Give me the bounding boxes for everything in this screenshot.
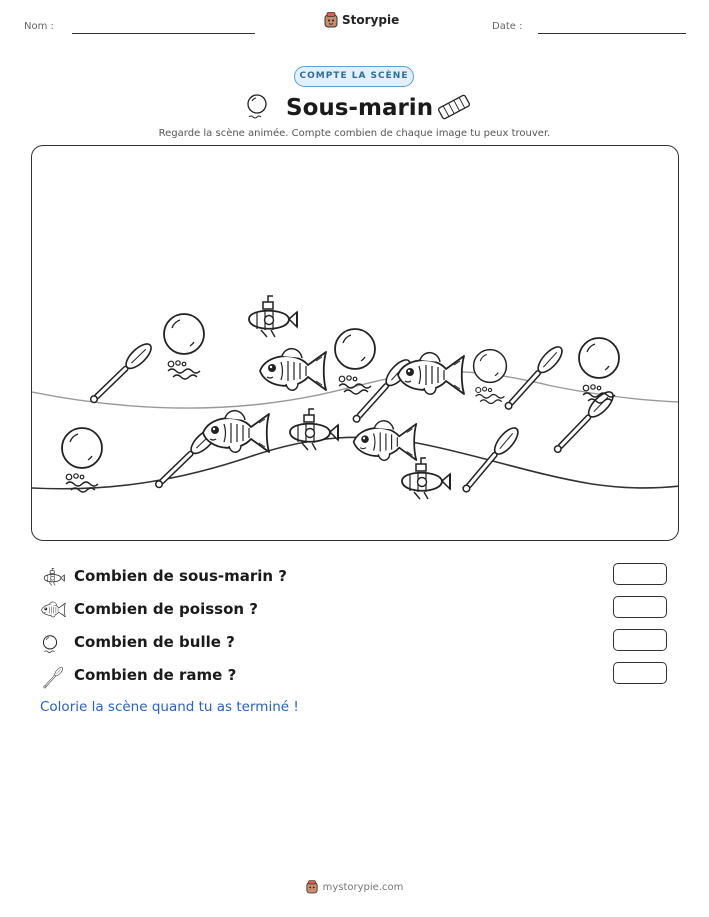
question-label: Combien de rame ? — [74, 666, 237, 684]
bubble-icon — [244, 94, 270, 122]
scene-illustration — [32, 146, 679, 541]
fish-3 — [203, 411, 269, 453]
date-label: Date : — [492, 21, 523, 32]
answer-box-fish[interactable] — [613, 596, 667, 618]
question-label: Combien de sous-marin ? — [74, 567, 287, 585]
footer-url[interactable]: mystorypie.com — [322, 881, 404, 893]
raft-icon — [436, 92, 472, 122]
paddle-6 — [459, 424, 522, 495]
bubble-1 — [164, 314, 204, 354]
bubble-4 — [579, 338, 619, 378]
answer-box-paddle[interactable] — [613, 662, 667, 684]
instructions: Regarde la scène animée. Compte combien de chaque image tu peux trouver. — [158, 128, 551, 139]
brand-name: Storypie — [342, 13, 400, 27]
bubble-2-waves — [339, 376, 371, 394]
bubble-3 — [474, 350, 507, 383]
fish-icon — [40, 600, 66, 620]
bubble-5 — [62, 428, 102, 468]
title-row — [0, 92, 709, 124]
storypie-mascot-icon — [324, 12, 338, 28]
footer — [0, 880, 709, 894]
counting-scene[interactable] — [31, 145, 679, 541]
name-field-line[interactable] — [72, 33, 255, 34]
submarine-1 — [249, 296, 297, 337]
answer-box-submarine[interactable] — [613, 563, 667, 585]
coloring-instruction: Colorie la scène quand tu as terminé ! — [40, 699, 299, 715]
paddle-icon — [40, 666, 64, 692]
page-title: Sous-marin — [286, 95, 434, 121]
question-paddle — [40, 665, 680, 689]
question-bubble — [40, 632, 680, 656]
submarine-icon — [40, 567, 66, 587]
date-field-line[interactable] — [538, 33, 686, 34]
question-label: Combien de bulle ? — [74, 633, 235, 651]
fish-2 — [398, 353, 464, 395]
question-submarine — [40, 566, 680, 590]
activity-badge: COMPTE LA SCÈNE — [294, 66, 414, 87]
storypie-mascot-icon — [306, 880, 318, 894]
fish-4 — [354, 421, 417, 461]
bubble-3-waves — [476, 387, 505, 403]
brand-logo — [324, 12, 399, 28]
paddle-4 — [550, 388, 617, 456]
bubble-icon — [40, 633, 60, 655]
answer-box-bubble[interactable] — [613, 629, 667, 651]
question-fish — [40, 599, 680, 623]
bubble-1-waves — [168, 361, 200, 379]
paddle-1 — [87, 340, 155, 407]
question-label: Combien de poisson ? — [74, 600, 258, 618]
submarine-3 — [402, 458, 450, 499]
fish-1 — [260, 349, 326, 391]
name-label: Nom : — [24, 21, 54, 32]
bubble-2 — [335, 329, 375, 369]
